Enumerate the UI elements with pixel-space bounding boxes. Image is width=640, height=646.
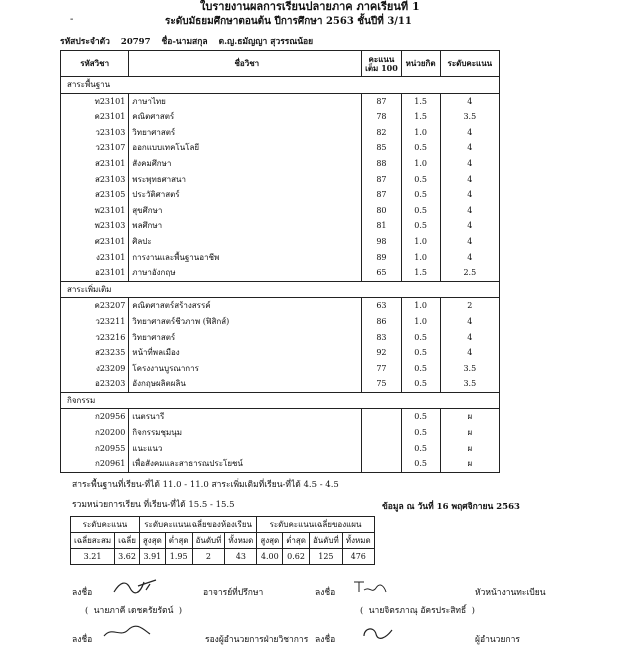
table-row <box>61 345 500 361</box>
subject-credit: 1.0 <box>401 156 440 172</box>
subject-name: พระพุทธศาสนา <box>129 172 362 188</box>
subject-name: ภาษาอังกฤษ <box>129 265 362 281</box>
stats-col-label: ต่ำสุด <box>283 533 310 549</box>
subject-credit: 0.5 <box>401 376 440 392</box>
registrar-sign-label: ลงชื่อ <box>315 588 336 598</box>
subject-code: พ23101 <box>61 203 129 219</box>
subject-name: เนตรนารี <box>129 409 362 425</box>
stats-group-class: ระดับคะแนนเฉลี่ยของห้องเรียน <box>139 517 256 533</box>
stats-group-row <box>71 517 375 533</box>
subject-name: วิทยาศาสตร์ <box>129 125 362 141</box>
report-date: ข้อมูล ณ วันที่ 16 พฤศจิกายน 2563 <box>382 502 520 512</box>
subject-score <box>362 409 401 425</box>
stats-col-label: อันดับที่ <box>309 533 342 549</box>
stats-value: 2 <box>192 549 225 565</box>
subject-score <box>362 425 401 441</box>
table-row <box>61 425 500 441</box>
registrar-signature <box>350 578 390 596</box>
subject-name: การงานและพื้นฐานอาชีพ <box>129 250 362 266</box>
subject-score: 77 <box>362 361 401 377</box>
subject-grade: ผ <box>440 409 499 425</box>
subject-code: ส23103 <box>61 172 129 188</box>
stats-value: 3.91 <box>139 549 165 565</box>
stats-group-grade: ระดับคะแนน <box>71 517 140 533</box>
subject-name: ออกแบบเทคโนโลยี <box>129 140 362 156</box>
subject-code: ว23216 <box>61 330 129 346</box>
subject-grade: 4 <box>440 93 499 109</box>
subject-code: อ23101 <box>61 265 129 281</box>
deputy-signature <box>100 624 155 640</box>
subject-credit: 1.0 <box>401 314 440 330</box>
stats-value-row <box>71 549 375 565</box>
subject-code: อ23203 <box>61 376 129 392</box>
subject-credit: 0.5 <box>401 203 440 219</box>
subject-credit: 1.5 <box>401 93 440 109</box>
table-row <box>61 218 500 234</box>
subject-score: 80 <box>362 203 401 219</box>
subject-score: 78 <box>362 109 401 125</box>
subject-credit: 0.5 <box>401 187 440 203</box>
subject-grade: 3.5 <box>440 376 499 392</box>
subject-credit: 0.5 <box>401 425 440 441</box>
stats-value: 43 <box>225 549 257 565</box>
stats-value: 0.62 <box>283 549 310 565</box>
subject-grade: 4 <box>440 330 499 346</box>
subject-name: ประวัติศาสตร์ <box>129 187 362 203</box>
table-row <box>61 265 500 281</box>
student-info <box>60 34 321 48</box>
student-id-label: รหัสประจำตัว <box>60 37 110 47</box>
table-row <box>61 456 500 472</box>
subject-code: ค23207 <box>61 298 129 314</box>
advisor-name: ( นายภาคี เดชครัยรัตน์ ) <box>85 606 183 616</box>
table-row <box>61 298 500 314</box>
table-row <box>61 125 500 141</box>
subject-grade: 3.5 <box>440 109 499 125</box>
subject-score: 98 <box>362 234 401 250</box>
subject-credit: 1.0 <box>401 250 440 266</box>
table-row <box>61 140 500 156</box>
subject-credit: 0.5 <box>401 140 440 156</box>
subject-code: ท23101 <box>61 93 129 109</box>
section-row <box>61 77 500 94</box>
subject-code: ส23235 <box>61 345 129 361</box>
registrar-name-text: นายจิตรภาณุ อัครประสิทธิ์ <box>368 606 467 616</box>
stats-col-label: อันดับที่ <box>192 533 225 549</box>
header-score: คะแนน เต็ม 100 <box>362 51 401 77</box>
subject-score: 85 <box>362 140 401 156</box>
subject-score <box>362 456 401 472</box>
subject-code: ง23209 <box>61 361 129 377</box>
subject-score: 65 <box>362 265 401 281</box>
advisor-name-text: นายภาคี เดชครัยรัตน์ <box>93 606 174 616</box>
subject-code: ก20961 <box>61 456 129 472</box>
subject-grade: 4 <box>440 218 499 234</box>
subject-grade: 4 <box>440 156 499 172</box>
subject-credit: 0.5 <box>401 441 440 457</box>
subject-score: 63 <box>362 298 401 314</box>
stats-col-label: สูงสุด <box>257 533 283 549</box>
subject-code: ว23107 <box>61 140 129 156</box>
subject-score <box>362 441 401 457</box>
header-dot: - <box>70 14 74 25</box>
subject-name: แนะแนว <box>129 441 362 457</box>
subject-code: ก20200 <box>61 425 129 441</box>
subject-grade: 4 <box>440 172 499 188</box>
student-name: ด.ญ.ธมัญญา สุวรรณน้อย <box>218 37 314 47</box>
subject-credit: 0.5 <box>401 409 440 425</box>
subject-grade: 4 <box>440 203 499 219</box>
subject-code: ง23101 <box>61 250 129 266</box>
stats-value: 3.62 <box>115 549 140 565</box>
registrar-role: หัวหน้างานทะเบียน <box>475 588 546 598</box>
subject-name: วิทยาศาสตร์ชีวภาพ (ฟิสิกส์) <box>129 314 362 330</box>
subject-score: 89 <box>362 250 401 266</box>
stats-value: 476 <box>342 549 374 565</box>
subject-code: พ23103 <box>61 218 129 234</box>
subject-grade: ผ <box>440 456 499 472</box>
subject-grade: 4 <box>440 345 499 361</box>
stats-col-label: เฉลี่ย <box>115 533 140 549</box>
header-name: ชื่อวิชา <box>129 51 362 77</box>
gpa-stats-table <box>70 516 375 565</box>
subject-code: ว23211 <box>61 314 129 330</box>
subject-score: 92 <box>362 345 401 361</box>
subject-credit: 0.5 <box>401 345 440 361</box>
stats-col-label: ทั้งหมด <box>225 533 257 549</box>
stats-value: 1.95 <box>165 549 192 565</box>
table-row <box>61 409 500 425</box>
subject-grade: 4 <box>440 250 499 266</box>
header-code: รหัสวิชา <box>61 51 129 77</box>
stats-value: 3.21 <box>71 549 115 565</box>
subject-grade: 4 <box>440 314 499 330</box>
director-signature <box>358 624 398 640</box>
subject-name: กิจกรรมชุมนุม <box>129 425 362 441</box>
section-title: สาระพื้นฐาน <box>61 77 500 94</box>
subject-credit: 0.5 <box>401 218 440 234</box>
subject-credit: 1.0 <box>401 298 440 314</box>
subject-credit: 1.5 <box>401 265 440 281</box>
stats-col-label: เฉลี่ยสะสม <box>71 533 115 549</box>
subject-score: 75 <box>362 376 401 392</box>
section-row <box>61 392 500 409</box>
subject-name: พลศึกษา <box>129 218 362 234</box>
grades-body <box>61 77 500 473</box>
subject-score: 83 <box>362 330 401 346</box>
subject-score: 82 <box>362 125 401 141</box>
subject-code: ส23105 <box>61 187 129 203</box>
credits-summary-core: สาระพื้นฐานที่เรียน-ที่ได้ 11.0 - 11.0 สาระเพิ่มเติมที่เรียน-ที่ได้ 4.5 - 4.5 <box>72 480 339 490</box>
report-title: ใบรายงานผลการเรียนปลายภาค ภาคเรียนที่ 1 <box>200 0 420 13</box>
section-title: กิจกรรม <box>61 392 500 409</box>
subject-name: คณิตศาสตร์ <box>129 109 362 125</box>
subject-name: วิทยาศาสตร์ <box>129 330 362 346</box>
table-row <box>61 314 500 330</box>
advisor-sign-label: ลงชื่อ <box>72 588 93 598</box>
stats-value: 4.00 <box>257 549 283 565</box>
subject-grade: 2.5 <box>440 265 499 281</box>
subject-score: 86 <box>362 314 401 330</box>
table-row <box>61 93 500 109</box>
subject-grade: ผ <box>440 441 499 457</box>
subject-name: ศิลปะ <box>129 234 362 250</box>
subject-credit: 0.5 <box>401 361 440 377</box>
student-id: 20797 <box>120 37 151 47</box>
subject-code: ค23101 <box>61 109 129 125</box>
deputy-role: รองผู้อำนวยการฝ่ายวิชาการ <box>205 635 309 645</box>
subject-code: ส23101 <box>61 156 129 172</box>
table-row <box>61 156 500 172</box>
director-sign-label: ลงชื่อ <box>315 635 336 645</box>
subject-grade: 4 <box>440 125 499 141</box>
subject-grade: 3.5 <box>440 361 499 377</box>
subject-code: ศ23101 <box>61 234 129 250</box>
stats-col-label: ทั้งหมด <box>342 533 374 549</box>
header-grade: ระดับคะแนน <box>440 51 499 77</box>
subject-name: โครงงานบูรณาการ <box>129 361 362 377</box>
subject-score: 88 <box>362 156 401 172</box>
subject-name: ภาษาไทย <box>129 93 362 109</box>
table-row <box>61 330 500 346</box>
registrar-name: ( นายจิตรภาณุ อัครประสิทธิ์ ) <box>360 606 475 616</box>
grades-header-row <box>61 51 500 77</box>
section-title: สาระเพิ่มเติม <box>61 281 500 298</box>
subject-name: หน้าที่พลเมือง <box>129 345 362 361</box>
subject-name: สังคมศึกษา <box>129 156 362 172</box>
stats-col-label: สูงสุด <box>139 533 165 549</box>
subject-score: 87 <box>362 172 401 188</box>
subject-grade: 2 <box>440 298 499 314</box>
table-row <box>61 250 500 266</box>
table-row <box>61 187 500 203</box>
report-subtitle: ระดับมัธยมศึกษาตอนต้น ปีการศึกษา 2563 ชั้นปีที่ 3/11 <box>165 16 412 27</box>
subject-score: 87 <box>362 187 401 203</box>
grades-table <box>60 50 500 473</box>
deputy-sign-label: ลงชื่อ <box>72 635 93 645</box>
advisor-role: อาจารย์ที่ปรึกษา <box>203 588 264 598</box>
table-row <box>61 109 500 125</box>
advisor-signature <box>110 576 160 598</box>
subject-name: สุขศึกษา <box>129 203 362 219</box>
stats-group-plan: ระดับคะแนนเฉลี่ยของแผน <box>257 517 374 533</box>
credits-summary-total: รวมหน่วยการเรียน ที่เรียน-ที่ได้ 15.5 - 15.5 <box>72 500 235 510</box>
subject-credit: 1.0 <box>401 234 440 250</box>
subject-name: เพื่อสังคมและสาธารณประโยชน์ <box>129 456 362 472</box>
table-row <box>61 172 500 188</box>
student-name-label: ชื่อ-นามสกุล <box>161 37 208 47</box>
subject-code: ก20955 <box>61 441 129 457</box>
subject-score: 87 <box>362 93 401 109</box>
subject-grade: ผ <box>440 425 499 441</box>
subject-credit: 0.5 <box>401 456 440 472</box>
director-role: ผู้อำนวยการ <box>475 635 520 645</box>
table-row <box>61 441 500 457</box>
table-row <box>61 203 500 219</box>
subject-credit: 1.0 <box>401 125 440 141</box>
subject-code: ว23103 <box>61 125 129 141</box>
subject-score: 81 <box>362 218 401 234</box>
section-row <box>61 281 500 298</box>
subject-grade: 4 <box>440 234 499 250</box>
subject-name: คณิตศาสตร์สร้างสรรค์ <box>129 298 362 314</box>
subject-code: ก20956 <box>61 409 129 425</box>
table-row <box>61 234 500 250</box>
subject-grade: 4 <box>440 187 499 203</box>
subject-credit: 0.5 <box>401 172 440 188</box>
stats-col-label: ต่ำสุด <box>165 533 192 549</box>
subject-name: อังกฤษผลิตผลิน <box>129 376 362 392</box>
stats-col-row <box>71 533 375 549</box>
subject-credit: 1.5 <box>401 109 440 125</box>
table-row <box>61 376 500 392</box>
header-unit: หน่วยกิต <box>401 51 440 77</box>
subject-credit: 0.5 <box>401 330 440 346</box>
subject-grade: 4 <box>440 140 499 156</box>
stats-value: 125 <box>309 549 342 565</box>
table-row <box>61 361 500 377</box>
